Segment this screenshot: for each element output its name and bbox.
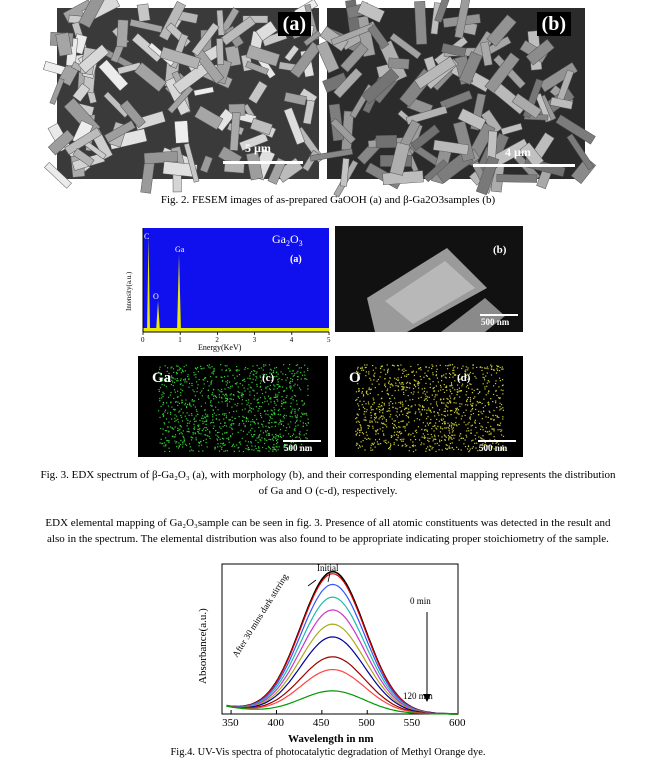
fig3-panel-c-scale: 500 nm [284,443,313,453]
fig2-scale-a-bar [223,161,303,164]
fig2-panel-b-label: (b) [537,12,571,36]
uv-xtick-label: 350 [222,717,239,729]
edx-xtick-label: 5 [327,336,331,344]
edx-xlabel: Energy(KeV) [198,343,242,352]
fig3-panel-c-scale-bar [283,440,321,442]
fig2-panel-a-label: (a) [278,12,311,36]
fig2-scale-a-text: 5 µm [245,141,271,155]
fig3-panel-b-scale-bar [480,314,518,316]
edx-spectrum-panel [118,226,333,352]
fesem-image-gaooh [57,8,319,179]
uv-xtick-label: 550 [403,717,421,729]
fig2-scale-b-bar [473,164,575,167]
fig3-caption-line2: of Ga and O (c-d), respectively. [258,485,398,497]
fig3-panel-b-scale: 500 nm [481,317,510,327]
fig4-caption: Fig.4. UV-Vis spectra of photocatalytic degradation of Methyl Orange dye. [170,747,486,758]
body-paragraph-line1: EDX elemental mapping of Ga₂O₃sample can be seen in fig. 3. Presence of all atomic constituents was detected in the result and [45,517,611,529]
edx-spectrum-chart [118,226,333,352]
uv-xlabel: Wavelength in nm [288,733,374,745]
edx-peak-label-c: C [144,232,150,241]
edx-xtick-label: 0 [141,336,145,344]
uv-vis-svg [192,560,466,748]
uv-xtick-label: 400 [267,717,284,729]
fig3-panel-b-label: (b) [493,244,507,256]
edx-peak-label-o: O [153,292,159,301]
edx-peak-label-ga: Ga [175,245,185,254]
ga-elemental-map [138,356,328,457]
fig3-panel-d-scale-bar [478,440,516,442]
edx-morphology-image [335,226,523,332]
fig3-panel-c-element: Ga [152,370,172,386]
edx-xtick-label: 1 [178,336,182,344]
uv-annotation-120min: 120 min [403,691,433,701]
fig2-caption: Fig. 2. FESEM images of as-prepared GaOOH (a) and β-Ga2O3samples (b) [160,194,496,206]
fig2-scale-b-text: 4 µm [505,145,531,159]
edx-panel-label: (a) [290,254,302,265]
uv-annotation-0min: 0 min [410,596,431,606]
edx-formula: $Ga_2O_3$ [272,232,303,248]
uv-annotation-initial: Initial [317,563,339,573]
fig3-caption-line1: Fig. 3. EDX spectrum of β-Ga₂O₃ (a), with morphology (b), and their corresponding elemental mapping represents the distribution [40,469,616,481]
edx-ylabel: Intensity(a.u.) [125,271,133,311]
edx-xtick-label: 2 [215,336,219,344]
fig3-panel-d-scale: 500 nm [479,443,508,453]
fig3-panel-d-element: O [349,370,361,386]
uv-ylabel: Absorbance(a.u.) [197,608,209,684]
edx-xtick-label: 3 [252,336,257,344]
uv-xtick-label: 450 [312,717,330,729]
fig3-panel-d-label: (d) [457,372,471,384]
fesem-image-beta-ga2o3 [327,8,585,179]
o-elemental-map [335,356,523,457]
fig3-panel-c-label: (c) [262,372,275,384]
uv-xtick-label: 600 [449,717,466,729]
uv-vis-chart [192,560,466,748]
edx-xtick-label: 4 [289,336,294,344]
uv-xtick-label: 500 [358,717,375,729]
uv-annotation-dark-stirring: After 30 mins dark stirring [230,571,290,660]
body-paragraph-line2: also in the spectrum. The elemental distribution was also found to be appropriate indicating proper stoichiometry of the sample. [47,533,609,545]
